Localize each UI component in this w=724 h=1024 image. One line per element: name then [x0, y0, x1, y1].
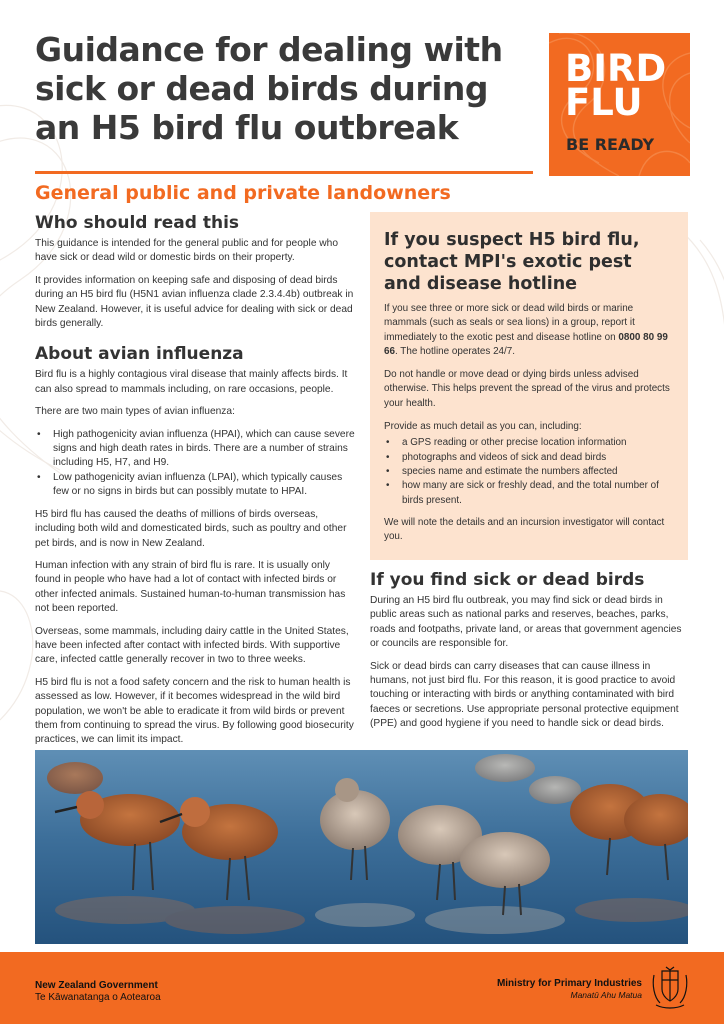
nz-government-logo	[35, 980, 161, 1004]
bird-flu-logo	[549, 33, 690, 176]
shorebirds-photo	[35, 750, 688, 944]
hotline-phone-number[interactable]: 0800 80 99 66	[384, 331, 668, 357]
callout-paragraph-4: We will note the details and an incursion investigator will contact you.	[384, 516, 665, 543]
callout-bullet-list	[384, 436, 674, 507]
who-paragraph-1: This guidance is intended for the general public and for people who have sick or dead wild or domestic birds on their property.	[35, 238, 338, 264]
find-paragraph-1: During an H5 bird flu outbreak, you may find sick or dead birds in public areas such as national parks and reserves, beaches, parks, roads and footpaths, private land, or areas that government agencies or councils are responsible for.	[370, 595, 682, 650]
callout-paragraph-1-end: . The hotline operates 24/7.	[394, 345, 516, 357]
list-item: • species name and estimate the numbers affected	[384, 465, 674, 479]
hotline-callout-box	[370, 212, 688, 560]
list-item: • photographs and videos of sick and dead birds	[384, 451, 674, 465]
about-bullet-list	[35, 428, 355, 500]
list-item: • High pathogenicity avian influenza (HPAI), which can cause severe signs and high death rates in birds. There are a number of strains including H5, H7, and H9.	[35, 428, 355, 471]
mpi-maori-name: Manatū Ahu Matua	[570, 990, 642, 1000]
nz-coat-of-arms-icon	[650, 965, 690, 1009]
about-paragraph-3: H5 bird flu has caused the deaths of millions of birds overseas, including both wild and domesticated birds, such as poultry and other pet birds, and is now in New Zealand.	[35, 508, 347, 549]
find-paragraph-2: Sick or dead birds can carry diseases that can cause illness in humans, not just bird flu. For this reason, it is good practice to avoid touching or interacting with birds or anything contaminated with bird faeces or secretions. Use appropriate personal protective equipment (PPE) and good hygiene if you need to handle sick or dead birds.	[370, 660, 679, 730]
nz-government-name: New Zealand Government	[35, 980, 158, 991]
callout-paragraph-3: Provide as much detail as you can, including:	[384, 421, 582, 433]
logo-text-flu: FLU	[565, 81, 643, 124]
logo-text-bird: BIRD	[565, 47, 667, 90]
about-paragraph-6: H5 bird flu is not a food safety concern and the risk to human health is assessed as low. However, if it becomes widespread in the wild bird population, we won't be able to eradicate it from wild birds or prevent them from continuing to spread the virus. By following good biosecurity practices, we can limit its impact.	[35, 676, 354, 746]
about-paragraph-5: Overseas, some mammals, including dairy cattle in the United States, have been infected after contact with infected birds. With supportive care, infected cattle generally recover in two to three weeks.	[35, 625, 349, 666]
callout-paragraph-1-text: If you see three or more sick or dead wild birds or marine mammals (such as seals or sea lions) in a group, report it immediately to the exotic pest and disease hotline on	[384, 303, 635, 343]
logo-text-be-ready: BE READY	[566, 135, 655, 154]
callout-paragraph-2: Do not handle or move dead or dying birds unless advised otherwise. This helps prevent the spread of the virus and protects your health.	[384, 369, 670, 409]
list-item: • Low pathogenicity avian influenza (LPAI), which typically causes few or no signs in birds but can possibly mutate to HPAI.	[35, 471, 355, 500]
about-heading: About avian influenza	[35, 344, 244, 365]
who-heading: Who should read this	[35, 213, 240, 233]
about-paragraph-1: Bird flu is a highly contagious viral disease that mainly affects birds. It can also spread to mammals including, on rare occasions, people.	[35, 369, 348, 395]
about-paragraph-2: There are two main types of avian influenza:	[35, 406, 235, 418]
mpi-name: Ministry for Primary Industries	[496, 978, 642, 989]
list-item: • how many are sick or freshly dead, and the total number of birds present.	[384, 479, 674, 508]
left-column	[35, 213, 355, 756]
audience-subtitle: General public and private landowners	[35, 182, 451, 204]
mpi-logo	[497, 977, 642, 1001]
nz-government-maori-name: Te Kāwanatanga o Aotearoa	[35, 992, 161, 1003]
shorebirds-illustration	[35, 750, 688, 944]
title-divider	[35, 171, 533, 174]
list-item: • a GPS reading or other precise location information	[384, 436, 674, 450]
who-paragraph-2: It provides information on keeping safe and disposing of dead birds during an H5 bird flu (H5N1 avian influenza clade 2.3.4.4b) outbreak in New Zealand. However, it is useful advice for dealing with sick or dead birds generally.	[35, 274, 354, 330]
callout-paragraph-1	[384, 302, 674, 359]
about-paragraph-4: Human infection with any strain of bird flu is rare. It is usually only found in people who have had a lot of contact with infected birds or other infected animals. Sustained human-to-human transmission has not been reported.	[35, 559, 346, 615]
page-title: Guidance for dealing with sick or dead birds during an H5 bird flu outbreak	[35, 30, 503, 147]
find-heading: If you find sick or dead birds	[370, 570, 645, 590]
footer-bar	[0, 952, 724, 1024]
right-column	[370, 570, 688, 740]
callout-heading: If you suspect H5 bird flu, contact MPI's exotic pest and disease hotline	[384, 230, 640, 294]
